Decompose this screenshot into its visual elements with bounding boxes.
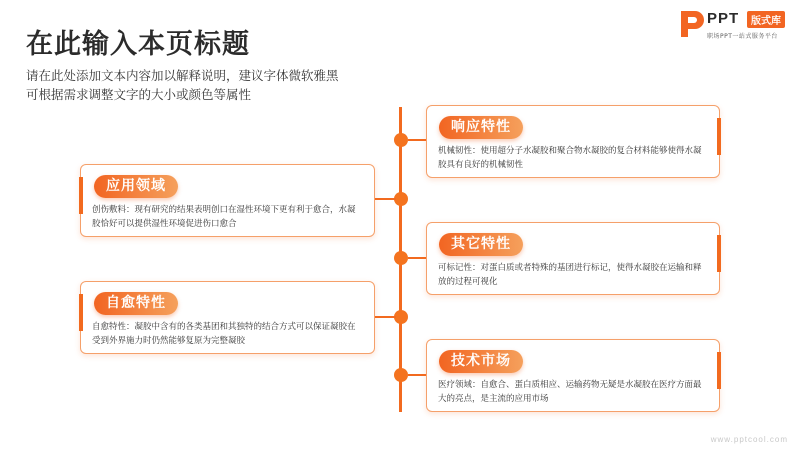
logo-badge: 版式库	[747, 11, 785, 28]
timeline-dot-2	[394, 192, 408, 206]
timeline-dot-4	[394, 310, 408, 324]
card-title-badge: 应用领域	[94, 175, 178, 198]
card-description: 机械韧性：使用超分子水凝胶和聚合物水凝胶的复合材料能够使得水凝胶具有良好的机械韧性	[438, 146, 702, 170]
brand-logo	[679, 9, 795, 43]
connector-4	[374, 316, 396, 318]
card-market	[426, 339, 720, 412]
card-accent-bar	[717, 118, 721, 155]
page-subtitle	[26, 66, 339, 104]
page-title: 在此输入本页标题	[26, 29, 250, 60]
card-title-badge: 其它特性	[439, 233, 523, 256]
timeline-dot-3	[394, 251, 408, 265]
card-description: 自愈特性：凝胶中含有的各类基团和其独特的结合方式可以保证凝胶在受到外界施力时仍然能够复原为完整凝胶	[92, 322, 356, 346]
connector-3	[408, 257, 426, 259]
timeline-dot-5	[394, 368, 408, 382]
card-selfheal	[80, 281, 375, 354]
timeline-dot-1	[394, 133, 408, 147]
card-description: 医疗领域：自愈合、蛋白质相应、运输药物无疑是水凝胶在医疗方面最大的亮点，是主流的应用市场	[438, 380, 702, 404]
card-other	[426, 222, 720, 295]
card-response	[426, 105, 720, 178]
connector-5	[408, 374, 426, 376]
card-accent-bar	[717, 235, 721, 272]
card-accent-bar	[717, 352, 721, 389]
logo-brand-text: PPT	[707, 10, 740, 27]
card-title-badge: 自愈特性	[94, 292, 178, 315]
watermark-text: www.pptcool.com	[710, 435, 788, 444]
card-description: 创伤敷料：现有研究的结果表明创口在湿性环境下更有利于愈合，水凝胶恰好可以提供湿性环境促进伤口愈合	[92, 205, 356, 229]
subtitle-line-1: 请在此处添加文本内容加以解释说明，建议字体微软雅黑	[26, 68, 339, 83]
subtitle-line-2: 可根据需求调整文字的大小或颜色等属性	[26, 87, 252, 102]
card-application	[80, 164, 375, 237]
card-accent-bar	[79, 177, 83, 214]
card-accent-bar	[79, 294, 83, 331]
card-title-badge: 技术市场	[439, 350, 523, 373]
connector-2	[374, 198, 396, 200]
card-description: 可标记性：对蛋白质或者特殊的基团进行标记，使得水凝胶在运输和释放的过程可视化	[438, 263, 702, 287]
card-title-badge: 响应特性	[439, 116, 523, 139]
logo-mark-icon	[679, 9, 705, 39]
connector-1	[408, 139, 426, 141]
logo-tagline: 职场PPT一站式服务平台	[707, 33, 778, 40]
